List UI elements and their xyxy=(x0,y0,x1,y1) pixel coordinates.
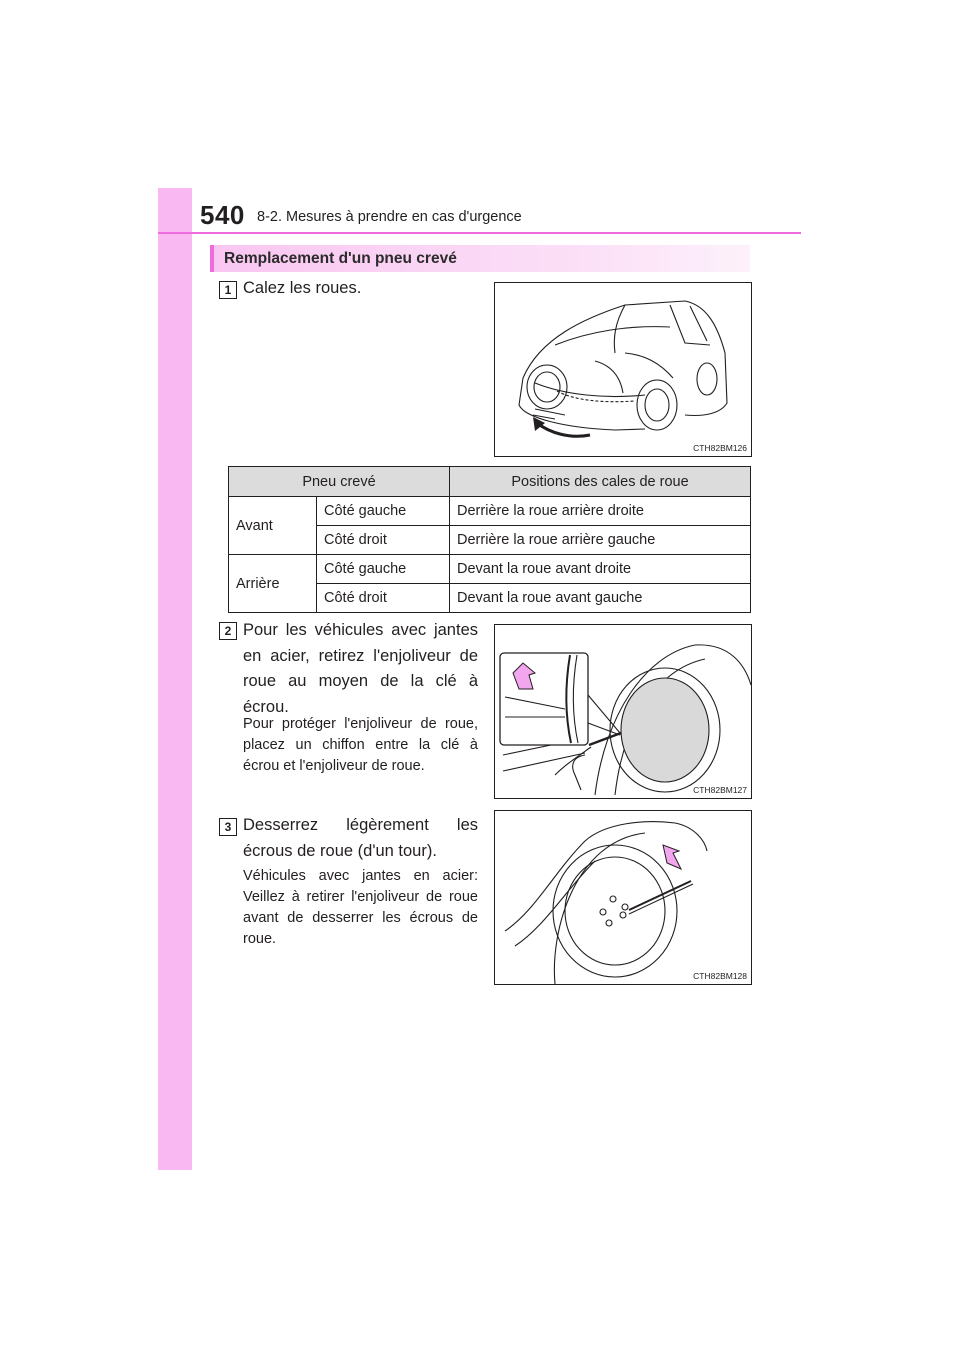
table-cell-position: Devant la roue avant gauche xyxy=(450,584,751,613)
section-banner-accent xyxy=(210,245,214,272)
figure-remove-hubcap xyxy=(494,624,752,799)
step-2-badge: 2 xyxy=(219,622,237,640)
hubcap-illustration xyxy=(495,625,751,798)
table-header-row xyxy=(229,467,751,497)
step-3-note: Véhicules avec jantes en acier: Veillez à retirer l'enjoliveur de roue avant de desserrer les écrous de roue. xyxy=(243,868,478,947)
figure-code: CTH82BM127 xyxy=(693,785,747,795)
step-1-badge: 1 xyxy=(219,281,237,299)
table-group-label: Avant xyxy=(229,497,317,555)
step-3-badge: 3 xyxy=(219,818,237,836)
wheel-chock-table xyxy=(228,466,751,613)
table-group-label: Arrière xyxy=(229,555,317,613)
table-row xyxy=(229,497,751,526)
table-header-cell: Pneu crevé xyxy=(229,467,450,497)
section-banner xyxy=(210,245,750,272)
table-cell-side: Côté gauche xyxy=(317,555,450,584)
figure-car-wheel-chock xyxy=(494,282,752,457)
figure-code: CTH82BM128 xyxy=(693,971,747,981)
figure-code: CTH82BM126 xyxy=(693,443,747,453)
table-cell-side: Côté droit xyxy=(317,526,450,555)
step-2-text: Pour les véhicules avec jantes en acier, retirez l'enjoliveur de roue au moyen de la clé à écrou. xyxy=(243,621,478,716)
step-2-note: Pour protéger l'enjoliveur de roue, placez un chiffon entre la clé à écrou et l'enjoliveur de roue. xyxy=(243,716,478,774)
figure-loosen-nuts xyxy=(494,810,752,985)
table-cell-side: Côté droit xyxy=(317,584,450,613)
chapter-title: 8-2. Mesures à prendre en cas d'urgence xyxy=(257,209,522,225)
step-3-text: Desserrez légèrement les écrous de roue (d'un tour). xyxy=(243,816,478,860)
step-1-text: Calez les roues. xyxy=(243,279,362,297)
table-cell-position: Devant la roue avant droite xyxy=(450,555,751,584)
table-header-cell: Positions des cales de roue xyxy=(450,467,751,497)
page-number: 540 xyxy=(200,200,245,230)
wheel-nut-illustration xyxy=(495,811,751,984)
table-cell-side: Côté gauche xyxy=(317,497,450,526)
table-cell-position: Derrière la roue arrière droite xyxy=(450,497,751,526)
table-cell-position: Derrière la roue arrière gauche xyxy=(450,526,751,555)
car-illustration xyxy=(495,283,751,456)
table-row xyxy=(229,555,751,584)
header-rule xyxy=(158,232,801,234)
margin-color-band xyxy=(158,188,192,1170)
section-title: Remplacement d'un pneu crevé xyxy=(224,250,457,267)
